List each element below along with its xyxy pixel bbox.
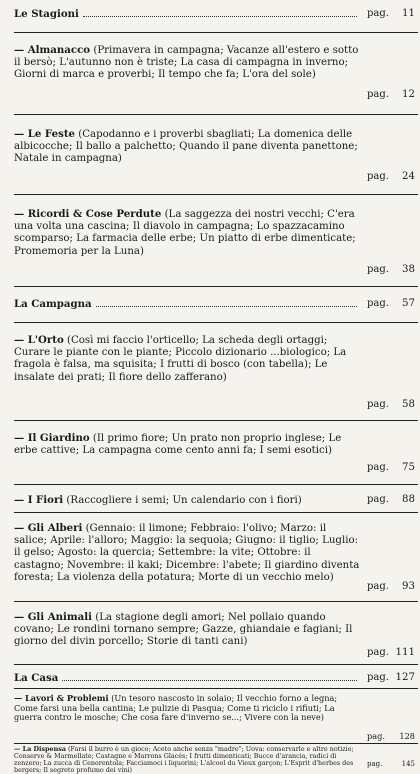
divider: [14, 512, 418, 513]
dot-leader: [83, 15, 357, 17]
toc-entry: [14, 745, 416, 774]
page-label: pag.: [367, 494, 389, 505]
page-number: 75: [402, 462, 415, 473]
divider: [14, 194, 418, 195]
entry-title: — Il Giardino: [14, 432, 90, 444]
entry-description: (Capodanno e i proverbi sbagliati; La domenica delle albicocche; Il ballo a palchetto; Quando il pane diventa panettone; Natale in campagna): [14, 129, 358, 165]
page-label: pag.: [367, 399, 389, 410]
section-title: Le Stagioni: [14, 8, 79, 20]
section-title: La Campagna: [14, 298, 92, 310]
divider: [14, 688, 418, 689]
entry-description: (La saggezza dei nostri vecchi; C'era una volta una cascina; Il diavolo in campagna; Lo spazzacamino scomparso; La farmacia delle erbe; Un piatto di erbe dimenticate; Promemoria per la Luna): [14, 209, 356, 257]
divider: [14, 601, 418, 602]
page-number: 128: [399, 731, 415, 741]
page-label: pag.: [367, 672, 389, 683]
toc-entry: [14, 128, 416, 166]
entry-text: [14, 522, 360, 584]
entry-text: [14, 432, 360, 457]
page-label: pag.: [367, 264, 389, 275]
entry-description: (La stagione degli amori; Nel pollaio quando covano; Le rondini tornano sempre; Gazze, ghiandaie e fagiani; Il giorno del divin porcello; Storie di tanti cani): [14, 612, 353, 648]
entry-text: [14, 44, 360, 82]
entry-text: [14, 128, 360, 166]
entry-title: — L'Orto: [14, 334, 64, 346]
entry-title: — Ricordi & Cose Perdute: [14, 208, 162, 220]
section-heading: [14, 672, 360, 684]
entry-description: (Gennaio: il limone; Febbraio: l'olivo; Marzo: il salice; Aprile: l'alloro; Maggio: la sequoia; Giugno: il tiglio; Luglio: il gelso; Agosto: la quercia; Settembre: la vite; Ottobre: il castagno; Novembre: il kaki; Dicembre: l'abete; Il giardino diventa foresta; La violenza della potatura; Morte di un vecchio melo): [14, 523, 360, 583]
section-title: La Casa: [14, 672, 59, 684]
entry-text: [14, 494, 360, 507]
divider: [14, 484, 418, 485]
entry-description: (Primavera in campagna; Vacanze all'estero e sotto il bersò; L'autunno non è triste; La casa di campagna in inverno; Giorni di marca e proverbi; Il tempo che fa; L'ora del sole): [14, 45, 359, 81]
entry-text: [14, 334, 360, 384]
toc-entry: [14, 522, 416, 584]
entry-description: (Il primo fiore; Un prato non proprio inglese; Le erbe cattive; La campagna come cento anni fa; I semi esotici): [14, 433, 342, 457]
page-number: 111: [395, 647, 415, 658]
section-heading: [14, 298, 360, 310]
page-number: 24: [402, 171, 415, 182]
section-heading: [14, 8, 360, 20]
entry-text: [14, 746, 360, 774]
page-number: 93: [402, 581, 415, 592]
page-number: 12: [402, 89, 415, 100]
toc-entry: [14, 494, 416, 507]
toc-entry: [14, 334, 416, 384]
page-number: 57: [402, 298, 415, 309]
page-label: pag.: [367, 760, 383, 768]
entry-text: [14, 694, 360, 723]
toc-entry: [14, 208, 416, 258]
page-label: pag.: [367, 89, 389, 100]
divider: [14, 420, 418, 421]
entry-title: — Gli Animali: [14, 611, 93, 623]
divider: [14, 32, 418, 33]
dot-leader: [62, 679, 357, 681]
page-label: pag.: [367, 171, 389, 182]
divider: [14, 114, 418, 115]
page-number: 145: [401, 760, 415, 768]
divider: [14, 743, 418, 744]
page-label: pag.: [367, 647, 389, 658]
entry-title: — I Fiori: [14, 494, 64, 506]
entry-description: (Farsi il burro è un gioco; Aceto anche senza "madre"; Uova: conservarle e altre notizie; Conserve & Marmellate; Castagne e Marrons Glacés; I frutti dimenticati; Bucce d'arancia, radici di zenzero; La zucca di Cenerentola; Facciamoci i liquorini; L'alcool du Vieux garçon; L'Esprit d'herbes des bergers; Il segreto profumo dei vini): [14, 745, 354, 774]
entry-title: — Lavori & Problemi: [14, 693, 109, 703]
page-number: 127: [395, 672, 415, 683]
page-number: 11: [402, 8, 415, 19]
page-label: pag.: [367, 462, 389, 473]
entry-description: (Raccogliere i semi; Un calendario con i fiori): [63, 495, 302, 506]
entry-title: — Le Feste: [14, 128, 76, 140]
toc-entry: [14, 611, 416, 649]
entry-text: [14, 208, 360, 258]
entry-description: (Così mi faccio l'orticello; La scheda degli ortaggi; Curare le piante con le piante; Piccolo dizionario ...biologico; La fragola è falsa, ma squisita; I frutti di bosco (con tabella); Le insalate dei prati; Il fiore dello zafferano): [14, 335, 347, 383]
toc-entry: [14, 44, 416, 82]
page-number: 58: [402, 399, 415, 410]
entry-title: — Gli Alberi: [14, 522, 83, 534]
entry-title: — La Dispensa: [14, 745, 66, 753]
entry-title: — Almanacco: [14, 44, 91, 56]
divider: [14, 322, 418, 323]
dot-leader: [96, 305, 357, 307]
page-label: pag.: [367, 298, 389, 309]
divider: [14, 286, 418, 287]
page-number: 88: [402, 494, 415, 505]
page-label: pag.: [367, 8, 389, 19]
divider: [14, 664, 418, 665]
toc-entry: [14, 694, 416, 723]
entry-description: (Un tesoro nascosto in solaio; Il vecchio forno a legna; Come farsi una bella cantina; Le pulizie di Pasqua; Come ti riciclo i rifiuti; La guerra contro le mosche; Che cosa fare d'inverno se...; Vivere con la neve): [14, 693, 338, 723]
page-number: 38: [402, 264, 415, 275]
toc-entry: [14, 432, 416, 457]
entry-text: [14, 611, 360, 649]
page-label: pag.: [367, 731, 385, 741]
page-label: pag.: [367, 581, 389, 592]
